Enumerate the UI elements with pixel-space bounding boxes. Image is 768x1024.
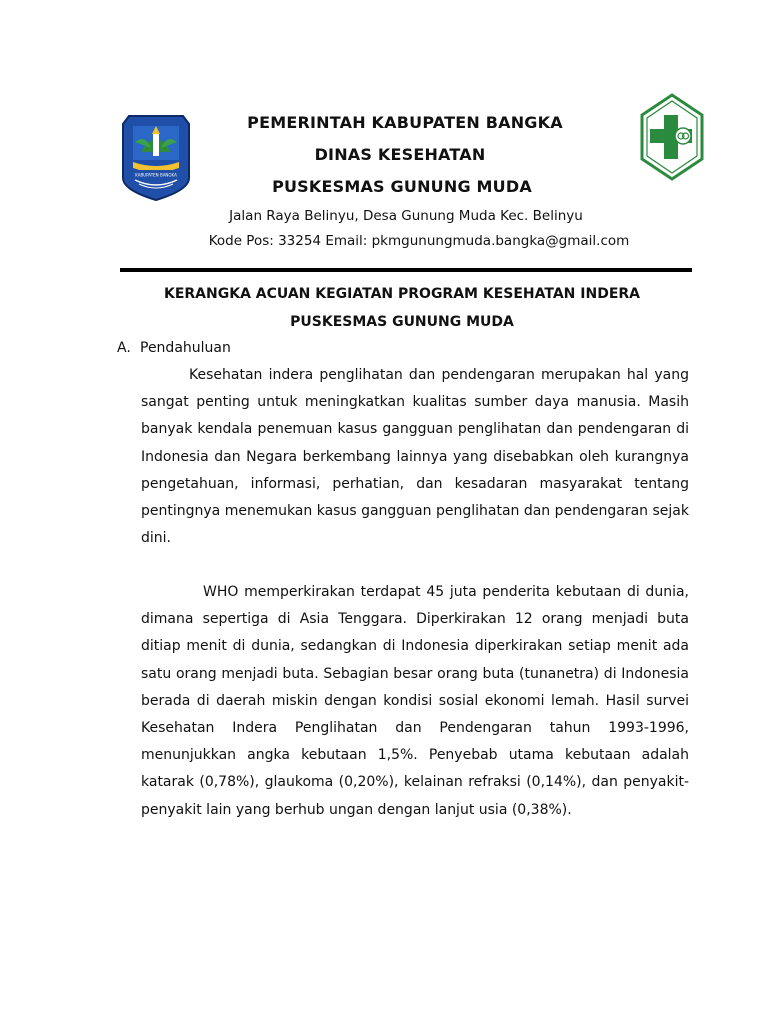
header-address: Jalan Raya Belinyu, Desa Gunung Muda Kec. Belinyu <box>229 208 583 224</box>
document-title-line2: PUSKESMAS GUNUNG MUDA <box>290 314 514 330</box>
header-puskesmas: PUSKESMAS GUNUNG MUDA <box>272 177 532 196</box>
header-government: PEMERINTAH KABUPATEN BANGKA <box>247 113 563 132</box>
header-department: DINAS KESEHATAN <box>314 145 486 164</box>
section-heading <box>117 340 231 356</box>
header-contact: Kode Pos: 33254 Email: pkmgunungmuda.bangka@gmail.com <box>208 233 630 249</box>
document-title-line1: KERANGKA ACUAN KEGIATAN PROGRAM KESEHATAN INDERA <box>163 286 640 302</box>
section-letter: A. <box>117 340 131 356</box>
puskesmas-logo-icon <box>640 93 704 181</box>
emblem-text: KABUPATEN BANGKA <box>135 172 177 178</box>
section-title: Pendahuluan <box>140 340 231 356</box>
paragraph-2: WHO memperkirakan terdapat 45 juta penderita kebutaan di dunia, dimana sepertiga di Asia Tenggara. Diperkirakan 12 orang menjadi buta ditiap menit di dunia, sedangkan di Indonesia diperkirakan setiap menit ada satu orang menjadi buta. Sebagian besar orang buta (tunanetra) di Indonesia berada di daerah miskin dengan kondisi sosial ekonomi lemah. Hasil survei Kesehatan Indera Penglihatan dan Pendengaran tahun 1993-1996, menunjukkan angka kebutaan 1,5%. Penyebab utama kebutaan adalah katarak (0,78%), glaukoma (0,20%), kelainan refraksi (0,14%), dan penyakit-penyakit lain yang berhub ungan dengan lanjut usia (0,38%). <box>141 584 689 818</box>
paragraph-1: Kesehatan indera penglihatan dan pendengaran merupakan hal yang sangat penting untuk meningkatkan kualitas sumber daya manusia. Masih banyak kendala penemuan kasus gangguan penglihatan dan pendengaran di Indonesia dan Negara berkembang lainnya yang disebabkan oleh kurangnya pengetahuan, informasi, perhatian, dan kesadaran masyarakat tentang pentingnya menemukan kasus gangguan penglihatan dan pendengaran sejak dini. <box>141 367 689 547</box>
header-divider <box>120 268 692 272</box>
